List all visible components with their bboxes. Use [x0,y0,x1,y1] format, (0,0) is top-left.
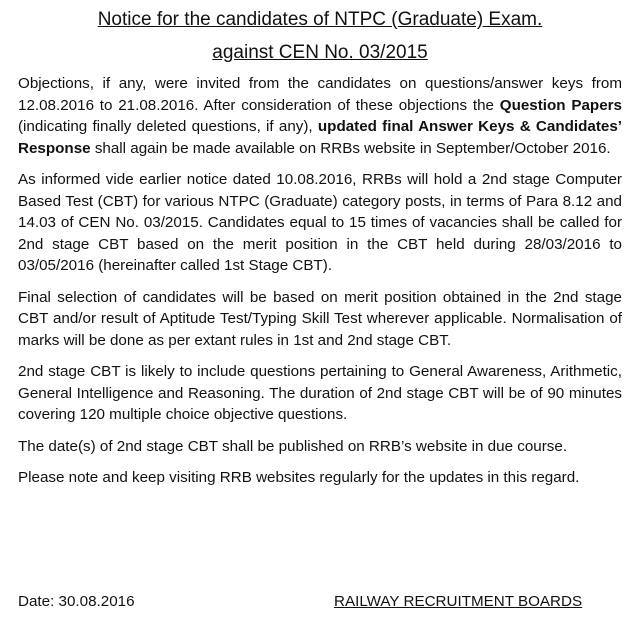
notice-title-line-2: against CEN No. 03/2015 [212,42,428,63]
paragraph-text: shall again be made available on RRBs website in September/October 2016. [90,139,611,157]
paragraph-objections [18,73,622,159]
notice-body [18,73,622,499]
notice-title-line-1: Notice for the candidates of NTPC (Graduate) Exam. [97,9,543,30]
bold-question-papers: Question Papers [499,96,622,114]
issuer-signature: RAILWAY RECRUITMENT BOARDS [334,593,583,610]
paragraph-final-selection: Final selection of candidates will be based on merit position obtained in the 2nd stage CBT and/or result of Aptitude Test/Typing Skill Test wherever applicable. Normalisation of marks will be done as per extant rules in 1st and 2nd stage CBT. [18,288,622,349]
paragraph-dates: The date(s) of 2nd stage CBT shall be published on RRB’s website in due course. [18,437,568,455]
paragraph-text: (indicating finally deleted questions, if any), [18,118,318,135]
paragraph-syllabus: 2nd stage CBT is likely to include questions pertaining to General Awareness, Arithmetic, General Intelligence and Reasoning. The duration of 2nd stage CBT will be of 90 minutes covering 120 multiple choice objective questions. [18,363,622,423]
paragraph-second-stage-cbt: As informed vide earlier notice dated 10.08.2016, RRBs will hold a 2nd stage Computer Based Test (CBT) for various NTPC (Graduate) category posts, in terms of Para 8.12 and 14.03 of CEN No. 03/2015. Candidates equal to 15 times of vacancies shall be called for 2nd stage CBT based on the merit position in the CBT held during 28/03/2016 to 03/05/2016 (hereinafter called 1st Stage CBT). [18,171,622,274]
bold-answer-keys: updated final Answer Keys & Candidates’ Response [18,118,622,157]
paragraph-keep-visiting: Please note and keep visiting RRB websites regularly for the updates in this regard. [18,469,580,486]
paragraph-text: Objections, if any, were invited from the candidates on questions/answer keys from 12.08.2016 to 21.08.2016. After consideration of these objections the [18,75,622,114]
notice-date: Date: 30.08.2016 [18,593,135,610]
